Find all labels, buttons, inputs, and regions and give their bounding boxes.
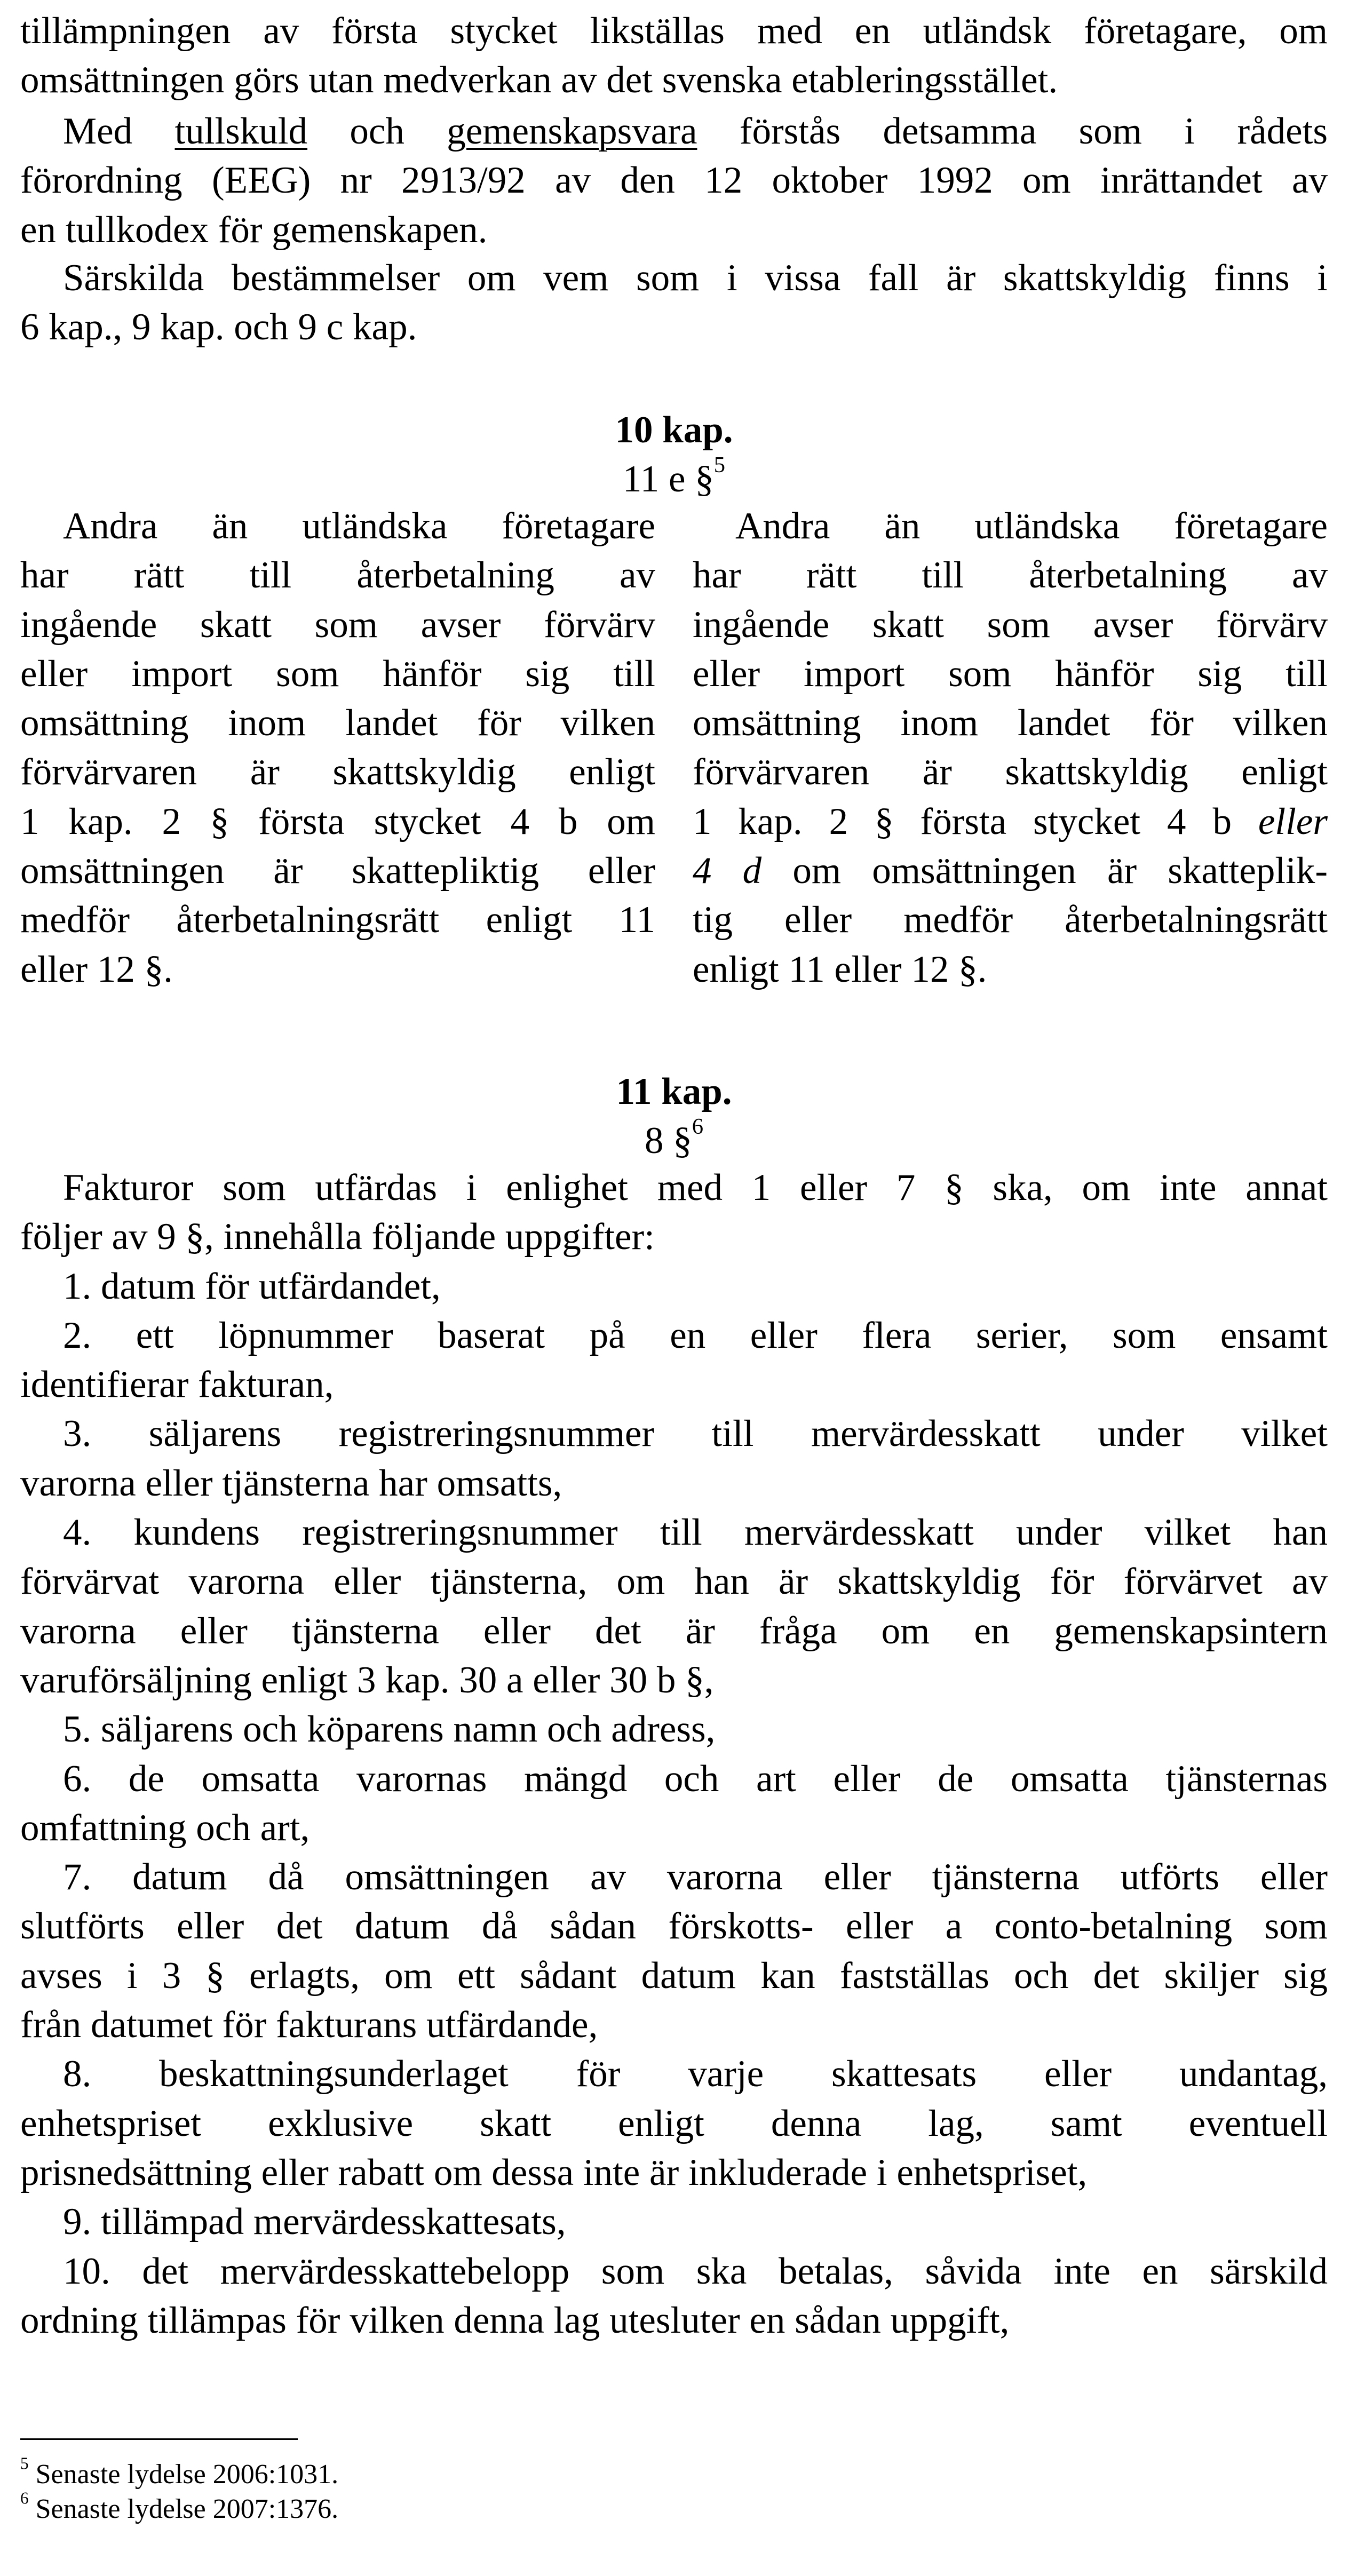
text-line: ingående skatt som avser förvärv	[693, 603, 1328, 646]
list-item	[20, 1311, 1328, 1410]
text-line: 3. säljarens registreringsnummer till mervärdesskatt under vilket	[63, 1413, 1328, 1455]
list-item	[20, 1508, 1328, 1705]
list-item	[20, 1754, 1328, 1853]
text-line: ingående skatt som avser förvärv	[20, 603, 655, 646]
footnote-5	[20, 2454, 1328, 2492]
intro-paragraph-2	[20, 107, 1328, 255]
text-line: omsättningen görs utan medverkan av det svenska etableringsstället.	[20, 59, 1058, 101]
text-line: eller import som hänför sig till	[20, 653, 655, 695]
footnote-6	[20, 2488, 1328, 2526]
text-line: 6 kap., 9 kap. och 9 c kap.	[20, 306, 417, 348]
text-line: Andra än utländska företagare	[735, 505, 1328, 547]
text-line: omsättning inom landet för vilken	[693, 702, 1328, 744]
footnote-number: 5	[20, 2454, 29, 2473]
footnote-ref-5: 5	[713, 452, 726, 478]
text-line: 4. kundens registreringsnummer till mervärdesskatt under vilket han	[63, 1512, 1328, 1554]
text-segment: om omsättningen är skatteplik-	[761, 850, 1328, 892]
text-line: varuförsäljning enligt 3 kap. 30 a eller 30 b §,	[20, 1659, 714, 1701]
proposed-wording-column	[693, 502, 1328, 994]
text-line: 10. det mervärdesskattebelopp som ska betalas, såvida inte en särskild	[63, 2250, 1328, 2292]
text-line: 9. tillämpad mervärdesskattesats,	[63, 2201, 566, 2243]
text-line: 7. datum då omsättningen av varorna eller tjänsterna utförts eller	[63, 1856, 1328, 1898]
text-line: tillämpningen av första stycket likställas med en utländsk företagare, om	[20, 10, 1328, 52]
footnotes	[20, 2454, 1328, 2526]
text-line: identifierar fakturan,	[20, 1364, 334, 1406]
text-line: avses i 3 § erlagts, om ett sådant datum kan fastställas och det skiljer sig	[20, 1954, 1328, 1997]
list-item	[20, 1409, 1328, 1508]
term-tullskuld: tullskuld	[174, 110, 308, 152]
list-item	[20, 1705, 1328, 1754]
footnote-text: Senaste lydelse 2006:1031.	[35, 2459, 339, 2490]
section-11-body	[20, 1163, 1328, 2345]
text-line: förvärvaren är skattskyldig enligt	[20, 751, 655, 793]
requirements-list	[20, 1262, 1328, 2346]
footnote-text: Senaste lydelse 2007:1376.	[35, 2494, 339, 2524]
list-item	[20, 1262, 1328, 1311]
text-line: tig eller medför återbetalningsrätt	[693, 899, 1328, 941]
intro-paragraph-3	[20, 253, 1328, 352]
paragraph-label: 8 §	[644, 1120, 692, 1162]
text-line: Fakturor som utfärdas i enlighet med 1 eller 7 § ska, om inte annat	[63, 1167, 1328, 1209]
amended-text: eller	[1258, 800, 1328, 842]
text-line: 1. datum för utfärdandet,	[63, 1265, 441, 1307]
text-line: 8. beskattningsunderlaget för varje skattesats eller undantag,	[63, 2053, 1328, 2095]
footnote-ref-6: 6	[692, 1114, 704, 1139]
text-line: en tullkodex för gemenskapen.	[20, 209, 488, 251]
list-item	[20, 1853, 1328, 2049]
text-line: prisnedsättning eller rabatt om dessa inte är inkluderade i enhetspriset,	[20, 2151, 1088, 2193]
text-line: ordning tillämpas för vilken denna lag utesluter en sådan uppgift,	[20, 2299, 1010, 2341]
text-line: 2. ett löpnummer baserat på en eller flera serier, som ensamt	[63, 1314, 1328, 1356]
text-line: eller 12 §.	[20, 948, 173, 990]
text-segment: förstås detsamma som i rådets	[697, 110, 1328, 152]
text-line: omsättningen är skattepliktig eller	[20, 850, 655, 892]
text-line: enhetspriset exklusive skatt enligt denna lag, samt eventuell	[20, 2102, 1328, 2144]
text-line: omsättning inom landet för vilken	[20, 702, 655, 744]
footnote-number: 6	[20, 2488, 29, 2508]
paragraph-label: 11 e §	[622, 458, 714, 500]
list-item	[20, 2049, 1328, 2197]
text-line: har rätt till återbetalning av	[693, 554, 1328, 597]
text-line: från datumet för fakturans utfärdande,	[20, 2004, 598, 2046]
amended-text: 4 d	[693, 850, 762, 892]
comparison-columns	[20, 502, 1328, 994]
text-line: 6. de omsatta varornas mängd och art eller de omsatta tjänsternas	[63, 1758, 1328, 1800]
text-line: förordning (EEG) nr 2913/92 av den 12 oktober 1992 om inrättandet av	[20, 160, 1328, 202]
list-item	[20, 2247, 1328, 2346]
chapter-10-heading: 10 kap.	[615, 409, 733, 451]
text-segment: Med	[63, 110, 175, 152]
text-line: 5. säljarens och köparens namn och adress,	[63, 1708, 716, 1751]
chapter-11-heading: 11 kap.	[616, 1071, 732, 1112]
text-line: 1 kap. 2 § första stycket 4 b om	[20, 800, 655, 842]
text-segment: och	[307, 110, 447, 152]
list-item	[20, 2197, 1328, 2246]
text-line: medför återbetalningsrätt enligt 11	[20, 899, 655, 941]
text-line: förvärvat varorna eller tjänsterna, om han är skattskyldig för förvärvet av	[20, 1561, 1328, 1603]
footnote-divider	[20, 2438, 298, 2440]
text-line: följer av 9 §, innehålla följande uppgifter:	[20, 1216, 655, 1258]
text-line: eller import som hänför sig till	[693, 653, 1328, 695]
term-gemenskapsvara: gemenskapsvara	[447, 110, 697, 152]
paragraph-8-heading	[20, 1116, 1328, 1165]
text-segment: 1 kap. 2 § första stycket 4 b	[693, 800, 1258, 842]
current-wording-column	[20, 502, 655, 994]
paragraph-11e-heading	[20, 452, 1328, 504]
text-line: enligt 11 eller 12 §.	[693, 948, 987, 990]
text-line: varorna eller tjänsterna har omsatts,	[20, 1462, 562, 1504]
text-line: har rätt till återbetalning av	[20, 554, 655, 597]
text-line: Särskilda bestämmelser om vem som i vissa fall är skattskyldig finns i	[63, 257, 1328, 299]
intro-paragraph-1	[20, 6, 1328, 105]
text-line: omfattning och art,	[20, 1807, 310, 1849]
text-line: varorna eller tjänsterna eller det är fråga om en gemenskapsintern	[20, 1610, 1328, 1652]
text-line: slutförts eller det datum då sådan förskotts- eller a conto-betalning som	[20, 1905, 1328, 1947]
text-line: förvärvaren är skattskyldig enligt	[693, 751, 1328, 793]
text-line: Andra än utländska företagare	[63, 505, 655, 547]
